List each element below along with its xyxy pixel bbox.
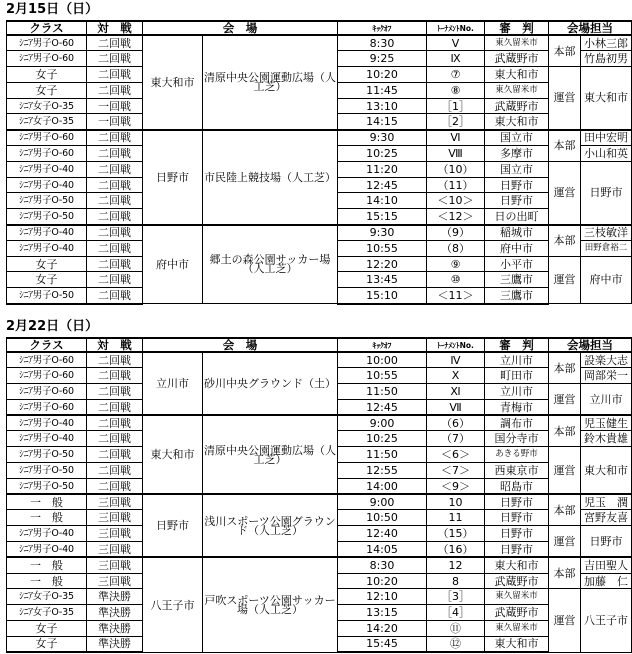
- staff-role: 運営: [549, 256, 581, 303]
- tournament-no-cell: （6）: [427, 415, 485, 431]
- kickoff-cell: 10:55: [338, 368, 427, 384]
- tournament-no-cell: Ⅸ: [427, 51, 485, 67]
- kickoff-cell: 10:25: [338, 431, 427, 447]
- staff-name: 東大和市: [581, 447, 632, 494]
- header-staff: 会場担当: [549, 21, 632, 35]
- kickoff-cell: 10:25: [338, 146, 427, 162]
- tournament-no-cell: 10: [427, 494, 485, 510]
- referee-cell: 町田市: [485, 368, 549, 384]
- tournament-no-cell: （8）: [427, 240, 485, 256]
- tournament-no-cell: ⑨: [427, 256, 485, 272]
- referee-cell: 国分寺市: [485, 431, 549, 447]
- kickoff-cell: 9:25: [338, 51, 427, 67]
- kickoff-cell: 13:45: [338, 272, 427, 288]
- kickoff-cell: 12:45: [338, 399, 427, 415]
- venue-place: 清原中央公園運動広場（人工芝）: [203, 35, 338, 130]
- round-cell: 二回戦: [87, 368, 143, 384]
- class-cell: 女子: [7, 272, 87, 288]
- tournament-no-cell: ＜9＞: [427, 478, 485, 494]
- kickoff-cell: 15:45: [338, 636, 427, 652]
- staff-name: 宮野友喜: [581, 510, 632, 526]
- round-cell: 二回戦: [87, 82, 143, 98]
- header-tournament-no: ﾄｰﾅﾒﾝﾄNo.: [427, 21, 485, 35]
- class-cell: ｼﾆｱ男子O-60: [7, 352, 87, 368]
- header-referee: 審 判: [485, 21, 549, 35]
- staff-role: 本部: [549, 494, 581, 526]
- kickoff-cell: 15:15: [338, 209, 427, 225]
- tournament-no-cell: ⑧: [427, 82, 485, 98]
- referee-cell: 武蔵野市: [485, 573, 549, 589]
- round-cell: 三回戦: [87, 494, 143, 510]
- venue-place: 清原中央公園運動広場（人工芝）: [203, 415, 338, 494]
- class-cell: ｼﾆｱ男子O-50: [7, 478, 87, 494]
- referee-cell: 日野市: [485, 526, 549, 542]
- referee-cell: 府中市: [485, 240, 549, 256]
- class-cell: ｼﾆｱ男子O-60: [7, 146, 87, 162]
- class-cell: ｼﾆｱ男子O-60: [7, 384, 87, 400]
- tournament-no-cell: 12: [427, 557, 485, 573]
- class-cell: ｼﾆｱ男子O-40: [7, 542, 87, 558]
- class-cell: ｼﾆｱ男子O-60: [7, 51, 87, 67]
- round-cell: 二回戦: [87, 35, 143, 51]
- tournament-no-cell: （16）: [427, 542, 485, 558]
- match-row: [7, 494, 632, 510]
- kickoff-cell: 8:30: [338, 35, 427, 51]
- round-cell: 二回戦: [87, 177, 143, 193]
- referee-cell: 青梅市: [485, 399, 549, 415]
- class-cell: ｼﾆｱ男子O-50: [7, 209, 87, 225]
- round-cell: 二回戦: [87, 51, 143, 67]
- venue-place: 戸吹スポーツ公園サッカー場（人工芝）: [203, 557, 338, 652]
- kickoff-cell: 11:50: [338, 384, 427, 400]
- referee-cell: 日野市: [485, 193, 549, 209]
- tournament-no-cell: ⑦: [427, 67, 485, 83]
- staff-name: 小山和英: [581, 146, 632, 162]
- class-cell: 女子: [7, 67, 87, 83]
- class-cell: 女子: [7, 82, 87, 98]
- referee-cell: 武蔵野市: [485, 51, 549, 67]
- class-cell: 一 般: [7, 510, 87, 526]
- referee-cell: 稲城市: [485, 225, 549, 241]
- kickoff-cell: 12:40: [338, 526, 427, 542]
- staff-name: 小林三郎: [581, 35, 632, 51]
- round-cell: 準決勝: [87, 636, 143, 652]
- class-cell: ｼﾆｱ男子O-40: [7, 225, 87, 241]
- header-row: [7, 338, 632, 352]
- round-cell: 二回戦: [87, 447, 143, 463]
- kickoff-cell: 10:20: [338, 573, 427, 589]
- header-kickoff: ｷｯｸｵﾌ: [338, 338, 427, 352]
- kickoff-cell: 9:30: [338, 225, 427, 241]
- round-cell: 二回戦: [87, 478, 143, 494]
- round-cell: 準決勝: [87, 589, 143, 605]
- kickoff-cell: 11:50: [338, 447, 427, 463]
- staff-role: 運営: [549, 526, 581, 558]
- referee-cell: 多摩市: [485, 146, 549, 162]
- round-cell: 二回戦: [87, 288, 143, 304]
- staff-role: 本部: [549, 557, 581, 589]
- staff-role: 本部: [549, 225, 581, 257]
- referee-cell: 東大和市: [485, 557, 549, 573]
- class-cell: 一 般: [7, 573, 87, 589]
- header-row: [7, 21, 632, 35]
- round-cell: 二回戦: [87, 399, 143, 415]
- tournament-no-cell: Ⅵ: [427, 130, 485, 146]
- class-cell: ｼﾆｱ男子O-50: [7, 288, 87, 304]
- staff-role: 運営: [549, 447, 581, 494]
- staff-role: 本部: [549, 415, 581, 447]
- kickoff-cell: 10:50: [338, 510, 427, 526]
- staff-role: 運営: [549, 589, 581, 652]
- round-cell: 準決勝: [87, 621, 143, 637]
- header-class: クラス: [7, 21, 87, 35]
- schedule-table: [6, 20, 632, 305]
- kickoff-cell: 14:20: [338, 621, 427, 637]
- match-row: [7, 415, 632, 431]
- tournament-no-cell: （11）: [427, 177, 485, 193]
- venue-city: 八王子市: [143, 557, 203, 652]
- class-cell: ｼﾆｱ男子O-40: [7, 161, 87, 177]
- staff-name: 八王子市: [581, 589, 632, 652]
- class-cell: ｼﾆｱ男子O-40: [7, 526, 87, 542]
- date-title: 2月15日（日）: [6, 2, 99, 17]
- staff-role: 運営: [549, 384, 581, 416]
- referee-cell: 東大和市: [485, 67, 549, 83]
- tournament-no-cell: 8: [427, 573, 485, 589]
- class-cell: 一 般: [7, 557, 87, 573]
- referee-cell: 三鷹市: [485, 272, 549, 288]
- venue-city: 府中市: [143, 225, 203, 304]
- kickoff-cell: 10:55: [338, 240, 427, 256]
- staff-name: 岡部栄一: [581, 368, 632, 384]
- round-cell: 三回戦: [87, 557, 143, 573]
- header-match: 対 戦: [87, 338, 143, 352]
- tournament-no-cell: Ⅶ: [427, 399, 485, 415]
- staff-name: 立川市: [581, 384, 632, 416]
- header-staff: 会場担当: [549, 338, 632, 352]
- kickoff-cell: 11:45: [338, 82, 427, 98]
- staff-role: 本部: [549, 35, 581, 67]
- referee-cell: 立川市: [485, 384, 549, 400]
- match-row: [7, 35, 632, 51]
- round-cell: 準決勝: [87, 605, 143, 621]
- header-class: クラス: [7, 338, 87, 352]
- staff-name: 加藤 仁: [581, 573, 632, 589]
- venue-city: 立川市: [143, 352, 203, 415]
- round-cell: 二回戦: [87, 352, 143, 368]
- staff-role: 本部: [549, 130, 581, 162]
- venue-place: 浅川スポーツ公園グラウンド（人工芝）: [203, 494, 338, 557]
- referee-cell: 東久留米市: [485, 35, 549, 51]
- match-row: [7, 130, 632, 146]
- tournament-no-cell: Ⅹ: [427, 368, 485, 384]
- kickoff-cell: 13:10: [338, 98, 427, 114]
- class-cell: 女子: [7, 621, 87, 637]
- staff-role: 運営: [549, 161, 581, 224]
- class-cell: ｼﾆｱ女子O-35: [7, 589, 87, 605]
- venue-city: 東大和市: [143, 415, 203, 494]
- class-cell: ｼﾆｱ女子O-35: [7, 98, 87, 114]
- kickoff-cell: 8:30: [338, 557, 427, 573]
- round-cell: 二回戦: [87, 415, 143, 431]
- referee-cell: 東久留米市: [485, 589, 549, 605]
- header-venue: 会 場: [143, 21, 338, 35]
- match-row: [7, 225, 632, 241]
- kickoff-cell: 12:45: [338, 177, 427, 193]
- class-cell: 女子: [7, 636, 87, 652]
- kickoff-cell: 9:00: [338, 415, 427, 431]
- staff-name: 田野倉裕二: [581, 240, 632, 256]
- class-cell: ｼﾆｱ男子O-40: [7, 431, 87, 447]
- class-cell: ｼﾆｱ男子O-60: [7, 399, 87, 415]
- class-cell: ｼﾆｱ男子O-60: [7, 35, 87, 51]
- round-cell: 二回戦: [87, 209, 143, 225]
- kickoff-cell: 14:15: [338, 114, 427, 130]
- kickoff-cell: 12:20: [338, 256, 427, 272]
- referee-cell: 調布市: [485, 415, 549, 431]
- kickoff-cell: 12:55: [338, 463, 427, 479]
- tournament-no-cell: ＜12＞: [427, 209, 485, 225]
- tournament-no-cell: （15）: [427, 526, 485, 542]
- referee-cell: 三鷹市: [485, 288, 549, 304]
- round-cell: 二回戦: [87, 240, 143, 256]
- referee-cell: 昭島市: [485, 478, 549, 494]
- tournament-no-cell: ［1］: [427, 98, 485, 114]
- kickoff-cell: 14:10: [338, 193, 427, 209]
- venue-place: 郷土の森公園サッカー場（人工芝）: [203, 225, 338, 304]
- staff-name: 三枝敏洋: [581, 225, 632, 241]
- staff-name: 東大和市: [581, 67, 632, 130]
- tournament-no-cell: 11: [427, 510, 485, 526]
- kickoff-cell: 13:15: [338, 605, 427, 621]
- tournament-no-cell: Ⅳ: [427, 352, 485, 368]
- kickoff-cell: 9:00: [338, 494, 427, 510]
- staff-name: 児玉健生: [581, 415, 632, 431]
- date-title: 2月22日（日）: [6, 319, 99, 334]
- round-cell: 二回戦: [87, 146, 143, 162]
- referee-cell: 日の出町: [485, 209, 549, 225]
- tournament-no-cell: ＜7＞: [427, 463, 485, 479]
- referee-cell: 武蔵野市: [485, 98, 549, 114]
- referee-cell: 東大和市: [485, 636, 549, 652]
- referee-cell: 西東京市: [485, 463, 549, 479]
- kickoff-cell: 10:00: [338, 352, 427, 368]
- tournament-no-cell: （9）: [427, 225, 485, 241]
- referee-cell: 日野市: [485, 510, 549, 526]
- kickoff-cell: 15:10: [338, 288, 427, 304]
- referee-cell: 国立市: [485, 161, 549, 177]
- tournament-no-cell: ＜11＞: [427, 288, 485, 304]
- class-cell: ｼﾆｱ女子O-35: [7, 114, 87, 130]
- referee-cell: 東久留米市: [485, 621, 549, 637]
- staff-name: 田中宏明: [581, 130, 632, 146]
- staff-name: 日野市: [581, 161, 632, 224]
- header-referee: 審 判: [485, 338, 549, 352]
- staff-name: 鈴木貴雄: [581, 431, 632, 447]
- class-cell: ｼﾆｱ女子O-35: [7, 605, 87, 621]
- header-tournament-no: ﾄｰﾅﾒﾝﾄNo.: [427, 338, 485, 352]
- round-cell: 三回戦: [87, 510, 143, 526]
- match-row: [7, 352, 632, 368]
- venue-city: 日野市: [143, 494, 203, 557]
- tournament-no-cell: ⑫: [427, 636, 485, 652]
- round-cell: 一回戦: [87, 98, 143, 114]
- round-cell: 三回戦: [87, 526, 143, 542]
- staff-name: 日野市: [581, 526, 632, 558]
- round-cell: 二回戦: [87, 161, 143, 177]
- round-cell: 三回戦: [87, 542, 143, 558]
- staff-name: 児玉 潤: [581, 494, 632, 510]
- header-kickoff: ｷｯｸｵﾌ: [338, 21, 427, 35]
- referee-cell: 東大和市: [485, 114, 549, 130]
- class-cell: 女子: [7, 256, 87, 272]
- tournament-no-cell: （7）: [427, 431, 485, 447]
- round-cell: 二回戦: [87, 193, 143, 209]
- kickoff-cell: 14:00: [338, 478, 427, 494]
- class-cell: ｼﾆｱ男子O-40: [7, 415, 87, 431]
- venue-city: 東大和市: [143, 35, 203, 130]
- venue-city: 日野市: [143, 130, 203, 225]
- staff-name: 府中市: [581, 256, 632, 303]
- tournament-no-cell: ＜10＞: [427, 193, 485, 209]
- round-cell: 一回戦: [87, 114, 143, 130]
- referee-cell: あきる野市: [485, 447, 549, 463]
- schedule-table: [6, 337, 632, 653]
- kickoff-cell: 9:30: [338, 130, 427, 146]
- header-venue: 会 場: [143, 338, 338, 352]
- staff-role: 本部: [549, 352, 581, 384]
- tournament-no-cell: ＜6＞: [427, 447, 485, 463]
- class-cell: ｼﾆｱ男子O-40: [7, 240, 87, 256]
- tournament-no-cell: Ⅴ: [427, 35, 485, 51]
- referee-cell: 日野市: [485, 494, 549, 510]
- class-cell: ｼﾆｱ男子O-50: [7, 447, 87, 463]
- tournament-no-cell: ［2］: [427, 114, 485, 130]
- class-cell: ｼﾆｱ男子O-50: [7, 193, 87, 209]
- header-match: 対 戦: [87, 21, 143, 35]
- round-cell: 二回戦: [87, 130, 143, 146]
- round-cell: 二回戦: [87, 272, 143, 288]
- kickoff-cell: 10:20: [338, 67, 427, 83]
- round-cell: 二回戦: [87, 225, 143, 241]
- venue-place: 市民陸上競技場（人工芝）: [203, 130, 338, 225]
- class-cell: ｼﾆｱ男子O-60: [7, 130, 87, 146]
- class-cell: ｼﾆｱ男子O-50: [7, 463, 87, 479]
- tournament-no-cell: Ⅷ: [427, 146, 485, 162]
- staff-role: 運営: [549, 67, 581, 130]
- referee-cell: 日野市: [485, 542, 549, 558]
- referee-cell: 東久留米市: [485, 82, 549, 98]
- kickoff-cell: 12:10: [338, 589, 427, 605]
- match-row: [7, 557, 632, 573]
- referee-cell: 立川市: [485, 352, 549, 368]
- round-cell: 二回戦: [87, 67, 143, 83]
- class-cell: ｼﾆｱ男子O-40: [7, 177, 87, 193]
- round-cell: 二回戦: [87, 431, 143, 447]
- round-cell: 二回戦: [87, 256, 143, 272]
- referee-cell: 小平市: [485, 256, 549, 272]
- kickoff-cell: 14:05: [338, 542, 427, 558]
- round-cell: 二回戦: [87, 384, 143, 400]
- tournament-no-cell: ⑩: [427, 272, 485, 288]
- referee-cell: 武蔵野市: [485, 605, 549, 621]
- tournament-no-cell: ［3］: [427, 589, 485, 605]
- class-cell: 一 般: [7, 494, 87, 510]
- round-cell: 二回戦: [87, 463, 143, 479]
- kickoff-cell: 11:20: [338, 161, 427, 177]
- referee-cell: 日野市: [485, 177, 549, 193]
- tournament-no-cell: （10）: [427, 161, 485, 177]
- round-cell: 三回戦: [87, 573, 143, 589]
- tournament-no-cell: Ⅺ: [427, 384, 485, 400]
- staff-name: 吉田聖人: [581, 557, 632, 573]
- tournament-no-cell: ［4］: [427, 605, 485, 621]
- staff-name: 設楽大志: [581, 352, 632, 368]
- class-cell: ｼﾆｱ男子O-60: [7, 368, 87, 384]
- tournament-no-cell: ⑪: [427, 621, 485, 637]
- referee-cell: 国立市: [485, 130, 549, 146]
- staff-name: 竹島初男: [581, 51, 632, 67]
- venue-place: 砂川中央グラウンド（土）: [203, 352, 338, 415]
